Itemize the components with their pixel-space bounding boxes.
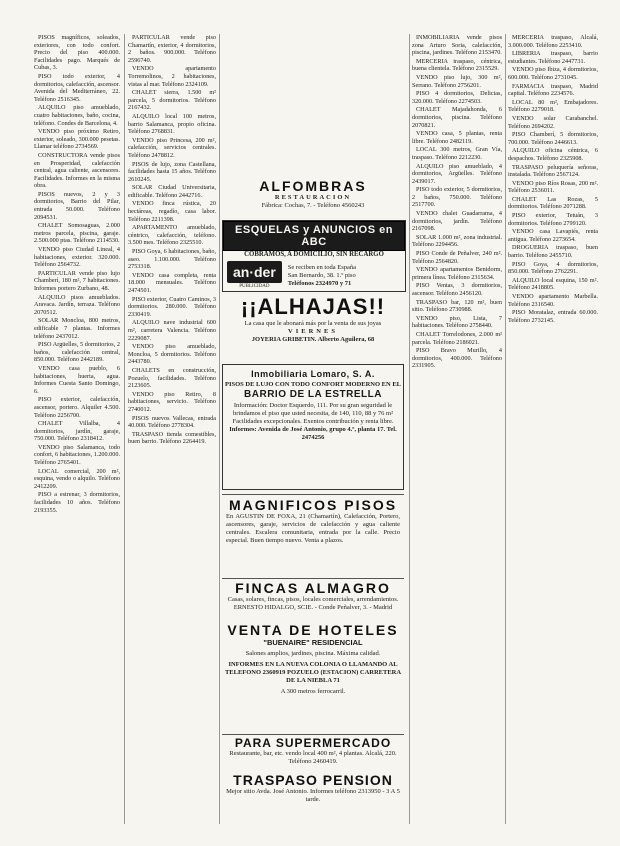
classified-item: DROGUERIA traspaso, buen barrio. Teléfono 2455710.: [508, 244, 598, 260]
classified-item: PARTICULAR vende piso Chamartín, exterior, 4 dormitorios, 2 baños. 900.000. Teléfono 2596740.: [128, 34, 216, 64]
classified-item: VENDO piso Princesa, 200 m², calefacción, servicios centrales. Teléfono 2478812.: [128, 136, 216, 159]
abc-phone: Teléfonos 2324970 y 71: [287, 280, 352, 287]
lomaro-line-5: Informes: Avenida de José Antonio, grupo 4.º, planta 17. Tel. 2474256: [229, 426, 397, 441]
classified-item: VENDO piso amueblado, Moncloa, 5 dormitorios. Teléfono 2443780.: [128, 343, 216, 366]
alhajas-line: JOYERIA GRIBETIN. Alberto Aguilera, 68: [251, 336, 375, 343]
column-divider: [505, 34, 506, 824]
classified-item: MERCERIA traspaso, Alcalá, 3.000.000. Teléfono 2253410.: [508, 34, 598, 49]
classified-item: VENDO casa Lavapiés, renta antigua. Teléfono 2273654.: [508, 228, 598, 243]
hoteles-title: VENTA DE HOTELES: [227, 622, 399, 638]
lomaro-line-2: BARRIO DE LA ESTRELLA: [244, 389, 382, 400]
classified-item: VENDO piso próximo Retiro, exterior, soleado, 300.000 pesetas. Llamar teléfono 2734569.: [34, 128, 120, 151]
classified-item: PISOS de lujo, zona Castellana, facilidades hasta 15 años. Teléfono 2610245.: [128, 160, 216, 183]
magnificos-text: En AGUSTIN DE FOXA, 21 (Chamartín), Calefacción, Portero, ascensores, garaje, servicios de calefacción y agua caliente centrales. Escalera comunitaria, entrada por la calle. Precio especial. Buen tiempo nuevo. Venta a plazos.: [226, 513, 400, 544]
alhajas-ad: [222, 294, 404, 358]
classified-item: CHALET sierra, 1.500 m² parcela, 5 dormitorios. Teléfono 2167432.: [128, 89, 216, 112]
classified-item: TRASPASO tienda comestibles, buen barrio. Teléfono 2264419.: [128, 430, 216, 446]
classified-item: PISO 4 dormitorios, Delicias, 320.000. Teléfono 2274503.: [412, 90, 502, 105]
classified-item: CHALET Las Rozas, 5 dormitorios. Teléfono 2071288.: [508, 195, 598, 211]
classified-item: PISO a estrenar, 3 dormitorios, facilidades 10 años. Teléfono 2193355.: [34, 491, 120, 514]
classified-item: ALQUILO oficina céntrica, 6 despachos. Teléfono 2325908.: [508, 147, 598, 162]
classified-item: PISO Ventas, 3 dormitorios, ascensor. Teléfono 2456120.: [412, 282, 502, 297]
classified-item: TRASPASO peluquería señoras, instalada. Teléfono 2567124.: [508, 163, 598, 179]
classified-item: PISO Goya, 6 habitaciones, baño, aseo. 1.100.000. Teléfono 2753318.: [128, 248, 216, 271]
alfombras-subtitle: RESTAURACION: [274, 194, 352, 201]
classified-item: CHALET Somosaguas, 2.000 metros parcela, piscina, garaje. 2.500.000 ptas. Teléfono 2114530.: [34, 222, 120, 245]
fincas-ad: [222, 580, 404, 620]
fincas-text: Casas, solares, fincas, pisos, locales comerciales, arrendamientos. ERNESTO HIDALGO, SCIE. - Conde Peñalver, 3. - Madrid: [227, 596, 399, 611]
classified-item: PISO Moratalaz, entrada 60.000. Teléfono 2732145.: [508, 309, 598, 324]
classified-item: PISOS magníficos, soleados, exteriores, con todo confort. Precio del piso 400.000. Facilidades pago. Marqués de Cubas, 3.: [34, 34, 120, 72]
classified-item: SOLAR Moncloa, 800 metros, edificable 7 plantas. Informes teléfono 2437012.: [34, 317, 120, 340]
classified-item: CHALET Majadahonda, 6 dormitorios, piscina. Teléfono 2070821.: [412, 106, 502, 129]
divider: [222, 734, 404, 735]
hoteles-subtitle: "BUENAIRE" RESIDENCIAL: [263, 638, 363, 647]
ander-sub: PUBLICIDAD: [239, 284, 270, 289]
abc-address2: San Bernardo, 38. 1.º piso: [287, 272, 356, 279]
classified-item: PISO Argüelles, 5 dormitorios, 2 baños, calefacción central, 850.000. Teléfono 2442189.: [34, 341, 120, 364]
fincas-title: FINCAS ALMAGRO: [235, 580, 391, 596]
classified-item: PISO Goya, 4 dormitorios, 850.000. Teléfono 2762291.: [508, 260, 598, 276]
hoteles-text-2: INFORMES EN LA NUEVA COLONIA O LLAMANDO AL TELEFONO 2360919 POZUELO (ESTACION) CARRETERA DE LA NIEBLA 71: [224, 661, 402, 684]
classified-item: VENDO piso Ríos Rosas, 200 m². Teléfono 2536011.: [508, 179, 598, 195]
alhajas-text: La casa que le abonará más por la venta de sus joyas: [244, 320, 382, 327]
traspaso-text: Mejor sitio Avda. José Antonio. Informes teléfono 2313950 - 3 A 5 tarde.: [226, 788, 400, 803]
classified-item: FARMACIA traspaso, Madrid capital. Teléfono 2234576.: [508, 82, 598, 98]
hoteles-text: Salones amplios, jardines, piscina. Máxima calidad.: [245, 650, 381, 657]
magnificos-title: MAGNIFICOS PISOS: [228, 497, 398, 513]
supermercado-text: Restaurante, bar, etc. vendo local 400 m², 4 plantas. Alcalá, 220. Teléfono 2460419.: [229, 750, 397, 765]
classified-item: VENDO finca rústica, 20 hectáreas, regadío, casa labor. Teléfono 2211398.: [128, 200, 216, 223]
abc-tagline: COBRAMOS, A DOMICILIO, SIN RECARGO: [244, 251, 384, 258]
classified-item: PISOS nuevos Vallecas, entrada 40.000. Teléfono 2778304.: [128, 414, 216, 430]
classified-item: PISO exterior, calefacción, ascensor, portero. Alquiler 4.500. Teléfono 2256700.: [34, 396, 120, 419]
abc-address: Se reciben en toda España: [287, 264, 357, 271]
classified-item: VENDO casa completa, renta 18.000 mensuales. Teléfono 2474501.: [128, 271, 216, 294]
classified-item: VENDO piso, Lista, 7 habitaciones. Teléfono 2758440.: [412, 314, 502, 330]
classified-item: VENDO solar Carabanchel. Teléfono 2694202.: [508, 114, 598, 130]
classified-item: SOLAR Ciudad Universitaria, edificable. Teléfono 2442716.: [128, 184, 216, 199]
classified-item: VENDO piso lujo, 300 m², Serrano. Teléfono 2756201.: [412, 73, 502, 89]
lomaro-line-1: PISOS DE LUJO CON TODO CONFORT MODERNO EN EL: [224, 381, 402, 388]
classifieds-column-5: [412, 34, 502, 824]
alhajas-sub: VIERNES: [288, 328, 338, 335]
classifieds-column-6: [508, 34, 598, 824]
divider: [222, 578, 404, 579]
classified-item: LOCAL 80 m², Embajadores. Teléfono 2279018.: [508, 98, 598, 114]
classified-item: VENDO piso Salamanca, todo confort, 6 habitaciones, 1.200.000. Teléfono 2765401.: [34, 443, 120, 467]
classified-item: PARTICULAR vende piso lujo Chamberí, 180 m², 7 habitaciones. Informes portero Zurbano, 48.: [34, 269, 120, 292]
classified-item: VENDO casa pueblo, 6 habitaciones, huerta, agua. Informes Cuesta Santo Domingo, 6.: [34, 364, 120, 395]
classified-item: ALQUILO local esquina, 150 m². Teléfono 2418805.: [508, 276, 598, 292]
classified-item: VENDO chalet Guadarrama, 4 dormitorios, jardín. Teléfono 2167098.: [412, 210, 502, 233]
classified-item: PISO todo exterior, 4 dormitorios, calefacción, ascensor. Avenida del Mediterráneo, 22. Teléfono 2516345.: [34, 72, 120, 103]
alfombras-line: Fábrica: Cochas, 7. - Teléfono 4560243: [261, 202, 365, 209]
classified-item: PISO exterior, Tetuán, 3 dormitorios. Teléfono 2799120.: [508, 212, 598, 227]
supermercado-title: PARA SUPERMERCADO: [234, 736, 392, 750]
classified-item: CHALETS en construcción, Pozuelo, facilidades. Teléfono 2123605.: [128, 366, 216, 390]
classified-item: APARTAMENTO amueblado, céntrico, calefacción, teléfono. 3.500 mes. Teléfono 2325510.: [128, 224, 216, 247]
classified-item: CHALET Villalba, 4 dormitorios, jardín, garaje, 750.000. Teléfono 2318412.: [34, 420, 120, 443]
magnificos-ad: [222, 497, 404, 575]
abc-banner: ESQUELAS y ANUNCIOS en ABC: [223, 221, 405, 251]
alhajas-title: ¡¡ALHAJAS!!: [240, 294, 386, 319]
classified-item: VENDO piso Ibiza, 4 dormitorios, 600.000. Teléfono 2731045.: [508, 66, 598, 81]
divider: [222, 494, 404, 495]
classified-item: VENDO piso Ciudad Lineal, 4 habitaciones, exterior. 320.000. Teléfono 2564732.: [34, 246, 120, 269]
classified-item: PISO Chamberí, 5 dormitorios, 700.000. Teléfono 2446613.: [508, 131, 598, 146]
classified-item: VENDO piso Retiro, 8 habitaciones, servicio. Teléfono 2740012.: [128, 390, 216, 413]
lomaro-line-4: Facilidades excepcionales. Exentos contribución y renta libre.: [232, 418, 394, 425]
lomaro-title: Inmobiliaria Lomaro, S. A.: [251, 369, 375, 379]
classified-item: CHALET Torrelodones, 2.000 m² parcela. Teléfono 2186021.: [412, 330, 502, 346]
classified-item: ALQUILO nave industrial 600 m², carretera Valencia. Teléfono 2229087.: [128, 319, 216, 342]
column-divider: [124, 34, 125, 824]
classified-item: ALQUILO piso amueblado, 4 dormitorios, Argüelles. Teléfono 2439017.: [412, 162, 502, 185]
classified-item: PISO exterior, Cuatro Caminos, 3 dormitorios. 280.000. Teléfono 2330419.: [128, 295, 216, 318]
classified-item: ALQUILO piso amueblado, cuatro habitaciones, baño, cocina, teléfono. Condes de Barcelona, 4.: [34, 104, 120, 127]
classified-item: PISO Conde de Peñalver, 240 m². Teléfono 2564820.: [412, 250, 502, 265]
traspaso-title: TRASPASO PENSION: [233, 772, 393, 788]
classified-item: VENDO apartamento Torremolinos, 2 habitaciones, vistas al mar. Teléfono 2324109.: [128, 65, 216, 88]
lomaro-line-3: Información: Doctor Esquerdo, 111. Por su gran seguridad le brindamos el piso que usted necesita, de 140, 110, 88 y 76 m²: [232, 402, 394, 417]
classified-item: INMOBILIARIA vende pisos zona Arturo Soria, calefacción, piscina, jardines. Teléfono 2153470.: [412, 34, 502, 57]
classified-item: CONSTRUCTORA vende pisos en Prosperidad, calefacción central, agua caliente, ascensores. Facilidades. Informes en la misma obra.: [34, 151, 120, 190]
hoteles-text-3: A 300 metros ferrocarril.: [280, 688, 346, 695]
lomaro-ad: [222, 364, 404, 490]
abc-ad: [222, 220, 406, 292]
classified-item: MERCERIA traspaso, céntrica, buena clientela. Teléfono 2315529.: [412, 57, 502, 73]
classified-item: PISO Bravo Murillo, 4 dormitorios, 400.000. Teléfono 2331905.: [412, 347, 502, 370]
traspaso-ad: [222, 772, 404, 806]
classified-item: VENDO apartamentos Benidorm, primera línea. Teléfono 2315634.: [412, 266, 502, 281]
classifieds-column-1: [34, 34, 120, 824]
ander-logo: an·der: [227, 261, 282, 283]
classified-item: SOLAR 1.000 m², zona industrial. Teléfono 2294456.: [412, 233, 502, 249]
classified-item: LIBRERIA traspaso, barrio estudiantes. Teléfono 2447731.: [508, 50, 598, 65]
alfombras-ad: [222, 178, 404, 214]
classified-item: TRASPASO bar, 120 m², buen sitio. Teléfono 2730988.: [412, 298, 502, 314]
supermercado-ad: [222, 736, 404, 770]
classified-item: LOCAL comercial, 200 m², esquina, vendo o alquilo. Teléfono 2412209.: [34, 467, 120, 490]
column-divider: [409, 34, 410, 824]
classified-item: VENDO casa, 5 plantas, renta libre. Teléfono 2482119.: [412, 130, 502, 145]
classified-item: LOCAL 300 metros, Gran Vía, traspaso. Teléfono 2212230.: [412, 146, 502, 161]
column-divider: [219, 34, 220, 824]
classified-item: PISO todo exterior, 5 dormitorios, 2 baños, 750.000. Teléfono 2517700.: [412, 186, 502, 209]
classified-item: ALQUILO pisos amueblados. Aravaca. Jardín, terraza. Teléfono 2070512.: [34, 293, 120, 316]
classified-item: PISOS nuevos, 2 y 3 dormitorios, Barrio del Pilar, entrada 50.000. Teléfono 2094531.: [34, 190, 120, 221]
hoteles-ad: [222, 622, 404, 732]
classifieds-column-2: [128, 34, 216, 824]
alfombras-title: ALFOMBRAS: [259, 178, 367, 194]
classified-item: VENDO apartamento Marbella. Teléfono 2316540.: [508, 293, 598, 308]
classified-item: ALQUILO local 100 metros, barrio Salamanca, propio oficina. Teléfono 2768831.: [128, 112, 216, 136]
